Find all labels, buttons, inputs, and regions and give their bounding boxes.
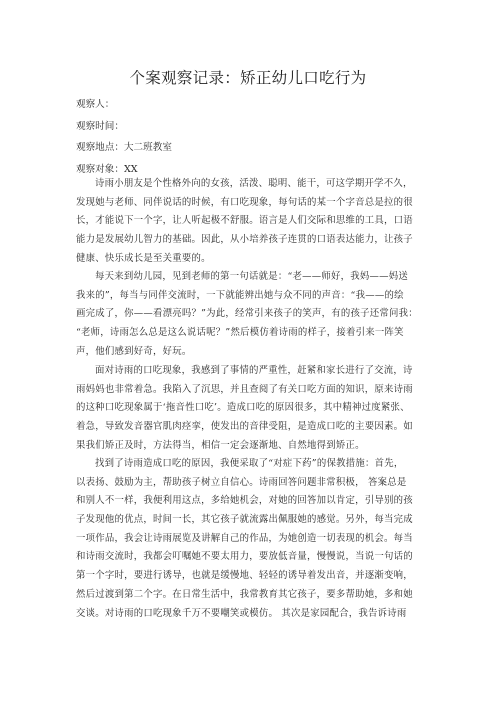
document-title: 个案观察记录：矫正幼儿口吃行为 — [129, 69, 367, 87]
text-line: 面对诗雨的口吃现象，我感到了事情的严重性，赶紧和家长进行了交流，诗 — [95, 365, 413, 376]
text-line: 子发现他的优点，时间一长，其它孩子就流露出佩服她的感觉。另外，每当完成 — [76, 514, 413, 526]
text-line: 然后过渡到第二个字。在日常生活中，我常教育其它孩子，要多帮助她，多和她 — [76, 588, 413, 600]
text-line: 以表扬、鼓励为主，帮助孩子树立自信心。诗雨回答问题非常积极， 答案总是 — [76, 476, 407, 488]
text-line: 我来的”，每当与同伴交流时，一下就能辨出她与众不同的声音：“我——的绘 — [76, 289, 404, 301]
text-line: 雨妈妈也非常着急。我陷入了沉思，并且查阅了有关口吃方面的知识，原来诗雨 — [76, 383, 413, 395]
text-line: 找到了诗雨造成口吃的原因，我便采取了“对症下药”的保教措施：首先， — [95, 458, 404, 469]
text-line: 每天来到幼儿园，见到老师的第一句话就是：“老——师好，我妈——妈送 — [95, 271, 409, 282]
text-line: 第一个字时，要进行诱导，也就是缓慢地、轻轻的诱导着发出音，并逐渐变响， — [76, 570, 413, 582]
text-line: 交谈。对诗雨的口吃现象千万不要嘲笑或模仿。 其次是家园配合，我告诉诗雨 — [76, 607, 407, 619]
paragraph-3 — [76, 362, 420, 455]
text-line: 能力是发展幼儿智力的基础。因此，从小培养孩子连贯的口语表达能力，让孩子 — [76, 234, 413, 246]
text-line: 声，他们感到好奇，好玩。 — [76, 345, 192, 357]
text-line: 的这种口吃现象属于‘拖音性口吃’。造成口吃的原因很多，其中精神过度紧张、 — [76, 402, 410, 414]
text-line: 健康、快乐成长是至关重要的。 — [76, 252, 211, 264]
text-line: 着急，导致发音器官肌肉痉挛，使发出的音律受阻，是造成口吃的主要因素。如 — [76, 421, 413, 433]
observation-location-line: 观察地点：大二班教室 — [76, 142, 172, 153]
text-line: “老师，诗雨怎么总是这么说话呢？”然后模仿着诗雨的样子，接着引来一阵笑 — [76, 327, 404, 339]
paragraph-2 — [76, 268, 420, 361]
text-line: 一项作品，我会让诗雨展览及讲解自己的作品，为她创造一切表现的机会。每当 — [76, 532, 413, 544]
text-line: 长，才能说下一个字，让人听起极不舒服。语言是人们交际和思维的工具，口语 — [76, 215, 413, 227]
observer-line: 观察人： — [76, 99, 115, 110]
paragraph-4 — [76, 455, 420, 623]
text-line: 诗雨小朋友是个性格外向的女孩，活泼、聪明、能干，可这学期开学不久， — [95, 178, 413, 189]
observation-time-line: 观察时间： — [76, 121, 124, 132]
text-line: 和诗雨交流时，我都会叮嘱她不要太用力，要放低音量，慢慢说，当说一句话的 — [76, 551, 413, 563]
observation-subject-line: 观察对象：XX — [76, 164, 138, 175]
text-line: 果我们矫正及时，方法得当，相信一定会逐渐地、自然地得到矫正。 — [76, 439, 365, 451]
text-line: 画完成了，你——看漂亮吗？”为此，经常引来孩子的笑声，有的孩子还常问我： — [76, 308, 418, 320]
text-line: 发现她与老师、同伴说话的时候，有口吃现象，每句话的某一个字音总是拉的很 — [76, 196, 413, 208]
paragraph-1 — [76, 175, 420, 268]
text-line: 和别人不一样，我便利用这点，多给她机会，对她的回答加以肯定，引导别的孩 — [76, 495, 413, 507]
